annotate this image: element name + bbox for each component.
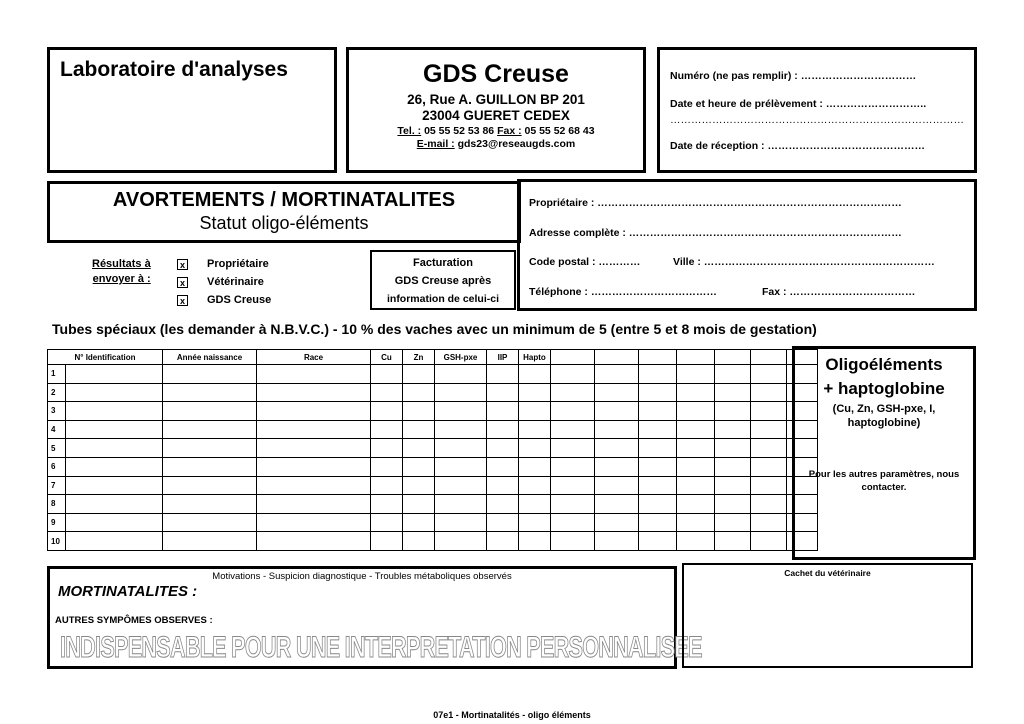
table-cell[interactable]	[257, 383, 371, 402]
table-cell[interactable]	[257, 365, 371, 384]
table-cell[interactable]	[371, 402, 403, 421]
table-cell[interactable]	[371, 476, 403, 495]
motivations-header: Motivations - Suspicion diagnostique - Troubles métaboliques observés	[212, 571, 512, 582]
row-number: 4	[48, 420, 66, 439]
proprietaire-field[interactable]: Propriétaire : ……………………………………………………………………………	[529, 197, 902, 209]
table-cell[interactable]	[751, 513, 787, 532]
table-cell[interactable]	[551, 513, 595, 532]
table-cell[interactable]	[677, 513, 715, 532]
table-cell[interactable]	[639, 402, 677, 421]
table-cell[interactable]	[435, 402, 487, 421]
table-cell[interactable]	[715, 513, 751, 532]
date-prelevement-dots[interactable]: …………………………………………………………………………	[670, 114, 964, 126]
row-number: 1	[48, 365, 66, 384]
table-cell[interactable]	[595, 457, 639, 476]
checkbox-label-veterinaire: Vétérinaire	[207, 276, 264, 288]
table-cell[interactable]	[403, 476, 435, 495]
table-cell[interactable]	[519, 457, 551, 476]
table-cell[interactable]	[595, 365, 639, 384]
numero-box	[657, 47, 977, 173]
table-cell[interactable]	[257, 513, 371, 532]
table-cell[interactable]	[66, 402, 163, 421]
table-cell[interactable]	[639, 439, 677, 458]
numero-field[interactable]: Numéro (ne pas remplir) : ……………………………	[670, 70, 917, 82]
adresse-field[interactable]: Adresse complète : ……………………………………………………………………	[529, 227, 902, 239]
date-reception-field[interactable]: Date de réception : ………………………………………	[670, 140, 925, 152]
table-row	[48, 513, 818, 532]
table-cell[interactable]	[487, 495, 519, 514]
table-cell[interactable]	[403, 420, 435, 439]
row-number: 9	[48, 513, 66, 532]
table-cell[interactable]	[595, 420, 639, 439]
table-cell[interactable]	[257, 439, 371, 458]
table-cell[interactable]	[715, 532, 751, 551]
table-cell[interactable]	[403, 513, 435, 532]
table-cell[interactable]	[519, 383, 551, 402]
footer-text: 07e1 - Mortinatalités - oligo éléments	[433, 710, 591, 720]
gds-tel: 05 55 52 53 86	[421, 125, 498, 137]
table-cell[interactable]	[715, 402, 751, 421]
checkbox-row-gds[interactable]	[177, 291, 271, 309]
table-row	[48, 476, 818, 495]
checkbox-veterinaire[interactable]: x	[177, 277, 188, 288]
table-cell[interactable]	[257, 532, 371, 551]
table-cell[interactable]	[163, 457, 257, 476]
title-box	[47, 181, 521, 243]
table-row	[48, 532, 818, 551]
table-cell[interactable]	[639, 457, 677, 476]
checkbox-label-gds: GDS Creuse	[207, 294, 272, 306]
table-cell[interactable]	[487, 383, 519, 402]
results-label-line2: envoyer à :	[92, 273, 151, 285]
gds-address1: 26, Rue A. GUILLON BP 201	[407, 92, 585, 107]
table-cell[interactable]	[639, 420, 677, 439]
table-cell[interactable]	[551, 420, 595, 439]
oligo-box	[792, 346, 976, 560]
table-cell[interactable]	[715, 439, 751, 458]
table-cell[interactable]	[677, 383, 715, 402]
facturation-line2: GDS Creuse après	[394, 275, 492, 287]
table-cell[interactable]	[371, 457, 403, 476]
results-checklist	[177, 255, 271, 309]
table-cell[interactable]	[403, 457, 435, 476]
table-cell[interactable]	[519, 513, 551, 532]
gds-email: gds23@reseaugds.com	[454, 138, 576, 150]
table-cell[interactable]	[403, 365, 435, 384]
table-cell[interactable]	[595, 513, 639, 532]
table-cell[interactable]	[403, 532, 435, 551]
table-cell[interactable]	[551, 495, 595, 514]
gds-email-label: E-mail :	[416, 138, 455, 150]
table-cell[interactable]	[715, 495, 751, 514]
row-number: 2	[48, 383, 66, 402]
gds-tel-label: Tel. :	[397, 125, 422, 137]
table-cell[interactable]	[371, 532, 403, 551]
table-cell[interactable]	[487, 420, 519, 439]
table-cell[interactable]	[371, 513, 403, 532]
table-cell[interactable]	[257, 495, 371, 514]
checkbox-proprietaire[interactable]: x	[177, 259, 188, 270]
table-cell[interactable]	[435, 365, 487, 384]
oligo-detail2: haptoglobine)	[847, 417, 921, 429]
table-cell[interactable]	[595, 383, 639, 402]
table-cell[interactable]	[487, 439, 519, 458]
table-header-cell	[677, 350, 715, 365]
table-cell[interactable]	[403, 439, 435, 458]
row-number: 7	[48, 476, 66, 495]
table-cell[interactable]	[551, 402, 595, 421]
table-cell[interactable]	[551, 476, 595, 495]
table-cell[interactable]	[551, 532, 595, 551]
table-cell[interactable]	[677, 476, 715, 495]
checkbox-label-proprietaire: Propriétaire	[207, 258, 269, 270]
facturation-line1: Facturation	[413, 257, 473, 269]
table-header-cell: Race	[257, 350, 371, 365]
ville-field[interactable]: Ville : …………………………………………………………	[673, 256, 935, 268]
motivations-box	[47, 566, 702, 669]
table-cell[interactable]	[371, 495, 403, 514]
table-cell[interactable]	[751, 420, 787, 439]
table-cell[interactable]	[163, 532, 257, 551]
table-row	[48, 402, 818, 421]
table-cell[interactable]	[519, 532, 551, 551]
table-cell[interactable]	[751, 476, 787, 495]
sample-table	[47, 349, 818, 551]
table-cell[interactable]	[677, 402, 715, 421]
checkbox-gds[interactable]: x	[177, 295, 188, 306]
table-cell[interactable]	[163, 476, 257, 495]
table-cell[interactable]	[519, 476, 551, 495]
row-number: 5	[48, 439, 66, 458]
table-cell[interactable]	[403, 495, 435, 514]
form-subtitle: Statut oligo-éléments	[199, 213, 369, 233]
owner-box	[517, 179, 977, 311]
table-cell[interactable]	[715, 457, 751, 476]
table-cell[interactable]	[435, 420, 487, 439]
table-cell[interactable]	[66, 476, 163, 495]
table-cell[interactable]	[595, 495, 639, 514]
table-cell[interactable]	[66, 532, 163, 551]
table-cell[interactable]	[715, 365, 751, 384]
table-header-cell	[595, 350, 639, 365]
watermark-text: INDISPENSABLE POUR UNE INTERPRETATION PERSONNALISEE	[60, 631, 702, 664]
table-cell[interactable]	[66, 457, 163, 476]
table-cell[interactable]	[66, 513, 163, 532]
table-row	[48, 457, 818, 476]
table-cell[interactable]	[435, 457, 487, 476]
table-cell[interactable]	[677, 532, 715, 551]
results-label-line1: Résultats à	[92, 258, 151, 270]
table-cell[interactable]	[677, 439, 715, 458]
table-header-cell	[751, 350, 787, 365]
table-row	[48, 365, 818, 384]
table-cell[interactable]	[751, 402, 787, 421]
table-cell[interactable]	[163, 383, 257, 402]
row-number: 3	[48, 402, 66, 421]
fax-field[interactable]: Fax : ………………………………	[762, 286, 916, 298]
table-cell[interactable]	[163, 495, 257, 514]
table-cell[interactable]	[751, 365, 787, 384]
table-cell[interactable]	[487, 532, 519, 551]
table-cell[interactable]	[751, 383, 787, 402]
gds-address-box	[346, 47, 646, 173]
facturation-box	[370, 250, 516, 310]
table-cell[interactable]	[435, 513, 487, 532]
table-cell[interactable]	[677, 420, 715, 439]
table-cell[interactable]	[435, 476, 487, 495]
oligo-title2: + haptoglobine	[823, 379, 945, 398]
table-cell[interactable]	[403, 383, 435, 402]
table-cell[interactable]	[595, 439, 639, 458]
table-cell[interactable]	[163, 513, 257, 532]
table-cell[interactable]	[371, 365, 403, 384]
table-header-cell: IIP	[487, 350, 519, 365]
results-label	[92, 257, 151, 287]
table-cell[interactable]	[66, 439, 163, 458]
tubes-instructions: Tubes spéciaux (les demander à N.B.V.C.) - 10 % des vaches avec un minimum de 5 (entre 5 et 8 mois de gestation)	[52, 321, 817, 337]
gds-name: GDS Creuse	[423, 60, 569, 88]
table-header-row	[48, 350, 818, 365]
table-row	[48, 420, 818, 439]
table-cell[interactable]	[487, 476, 519, 495]
table-cell[interactable]	[371, 383, 403, 402]
table-cell[interactable]	[257, 457, 371, 476]
oligo-note1: Pour les autres paramètres, nous	[808, 469, 960, 480]
table-cell[interactable]	[551, 365, 595, 384]
table-cell[interactable]	[677, 365, 715, 384]
table-row	[48, 439, 818, 458]
autres-symptomes-label: AUTRES SYMPÔMES OBSERVES :	[55, 615, 213, 626]
table-row	[48, 383, 818, 402]
table-cell[interactable]	[487, 402, 519, 421]
row-number: 8	[48, 495, 66, 514]
table-cell[interactable]	[639, 513, 677, 532]
table-cell[interactable]	[66, 383, 163, 402]
table-header-cell: Zn	[403, 350, 435, 365]
table-row	[48, 495, 818, 514]
gds-address2: 23004 GUERET CEDEX	[422, 108, 570, 123]
table-cell[interactable]	[551, 457, 595, 476]
table-header-cell	[715, 350, 751, 365]
table-cell[interactable]	[519, 420, 551, 439]
laboratoire-title: Laboratoire d'analyses	[60, 58, 288, 81]
code-postal-field[interactable]: Code postal : …………	[529, 256, 641, 268]
table-cell[interactable]	[751, 495, 787, 514]
table-cell[interactable]	[163, 439, 257, 458]
table-cell[interactable]	[595, 476, 639, 495]
checkbox-row-veterinaire[interactable]	[177, 273, 271, 291]
table-cell[interactable]	[257, 476, 371, 495]
table-header-cell: Année naissance	[163, 350, 257, 365]
table-cell[interactable]	[487, 365, 519, 384]
table-header-cell: Cu	[371, 350, 403, 365]
oligo-title1: Oligoéléments	[825, 355, 943, 374]
checkbox-row-proprietaire[interactable]	[177, 255, 271, 273]
cachet-box	[682, 563, 973, 668]
oligo-note2: contacter.	[861, 482, 907, 493]
table-cell[interactable]	[715, 476, 751, 495]
table-cell[interactable]	[715, 420, 751, 439]
table-cell[interactable]	[551, 439, 595, 458]
table-cell[interactable]	[66, 495, 163, 514]
table-header-cell: N° Identification	[48, 350, 163, 365]
gds-fax: 05 55 52 68 43	[521, 125, 595, 137]
table-cell[interactable]	[715, 383, 751, 402]
facturation-line3: information de celui-ci	[386, 293, 499, 305]
table-cell[interactable]	[519, 495, 551, 514]
laboratoire-box	[47, 47, 337, 173]
table-cell[interactable]	[163, 365, 257, 384]
table-cell[interactable]	[435, 383, 487, 402]
table-cell[interactable]	[639, 495, 677, 514]
table-cell[interactable]	[487, 457, 519, 476]
table-cell[interactable]	[639, 365, 677, 384]
table-cell[interactable]	[257, 402, 371, 421]
table-cell[interactable]	[551, 383, 595, 402]
table-cell[interactable]	[639, 532, 677, 551]
mortinatalites-title: MORTINATALITES :	[58, 583, 198, 600]
table-cell[interactable]	[639, 476, 677, 495]
table-cell[interactable]	[435, 439, 487, 458]
table-cell[interactable]	[403, 402, 435, 421]
table-cell[interactable]	[257, 420, 371, 439]
table-cell[interactable]	[487, 513, 519, 532]
table-cell[interactable]	[751, 439, 787, 458]
oligo-detail1: (Cu, Zn, GSH-pxe, I,	[832, 403, 936, 415]
table-cell[interactable]	[595, 532, 639, 551]
gds-fax-label: Fax :	[497, 125, 522, 137]
table-cell[interactable]	[371, 420, 403, 439]
telephone-field[interactable]: Téléphone : ………………………………	[529, 286, 717, 298]
row-number: 10	[48, 532, 66, 551]
table-cell[interactable]	[163, 420, 257, 439]
row-number: 6	[48, 457, 66, 476]
cachet-label: Cachet du vétérinaire	[784, 568, 871, 578]
form-title: AVORTEMENTS / MORTINATALITES	[112, 189, 456, 211]
table-cell[interactable]	[519, 365, 551, 384]
date-prelevement-field[interactable]: Date et heure de prélèvement : ………………………..	[670, 98, 927, 110]
table-cell[interactable]	[519, 439, 551, 458]
table-cell[interactable]	[639, 383, 677, 402]
table-cell[interactable]	[595, 402, 639, 421]
table-cell[interactable]	[371, 439, 403, 458]
table-header-cell: GSH-pxe	[435, 350, 487, 365]
table-cell[interactable]	[435, 532, 487, 551]
table-cell[interactable]	[519, 402, 551, 421]
table-cell[interactable]	[435, 495, 487, 514]
table-cell[interactable]	[163, 402, 257, 421]
table-cell[interactable]	[677, 495, 715, 514]
table-header-cell: Hapto	[519, 350, 551, 365]
table-cell[interactable]	[677, 457, 715, 476]
table-cell[interactable]	[66, 420, 163, 439]
table-header-cell	[639, 350, 677, 365]
table-cell[interactable]	[751, 532, 787, 551]
table-cell[interactable]	[751, 457, 787, 476]
table-cell[interactable]	[66, 365, 163, 384]
table-header-cell	[551, 350, 595, 365]
